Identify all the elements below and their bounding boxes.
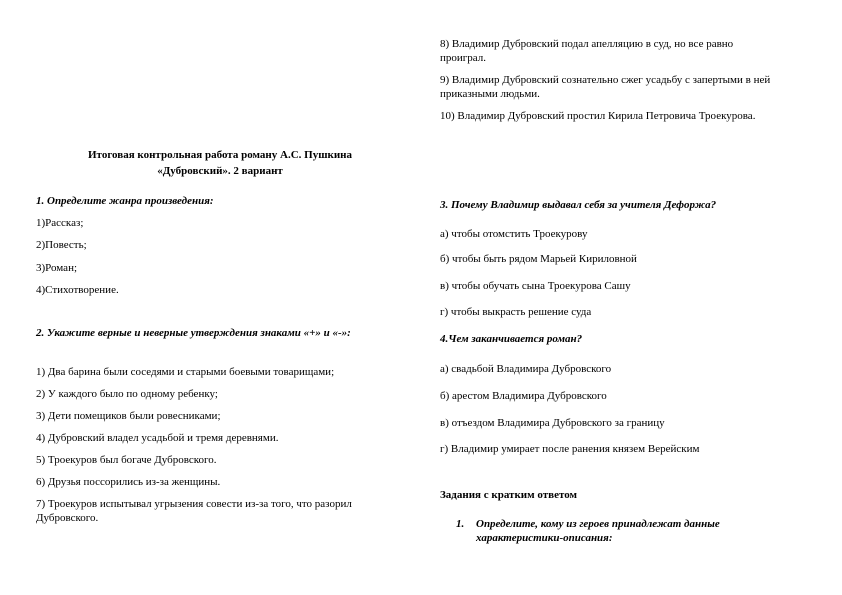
q2-statement-7-line1: 7) Троекуров испытывал угрызения совести из-за того, что разорил: [36, 498, 352, 510]
q4-option-v: в) отъездом Владимира Дубровского за границу: [440, 417, 665, 429]
question-4: 4.Чем заканчивается роман?: [440, 333, 583, 345]
task-1-line2: характеристики-описания:: [476, 532, 613, 544]
q2-statement-2: 2) У каждого было по одному ребенку;: [36, 388, 218, 400]
q1-option-4: 4)Стихотворение.: [36, 284, 119, 296]
q2-statement-3: 3) Дети помещиков были ровесниками;: [36, 410, 221, 422]
page-title-line2: «Дубровский». 2 вариант: [157, 165, 283, 177]
question-1: 1. Определите жанра произведения:: [36, 195, 214, 207]
q3-option-a: а) чтобы отомстить Троекурову: [440, 228, 588, 240]
short-answer-heading: Задания с кратким ответом: [440, 489, 577, 501]
q3-option-g: г) чтобы выкрасть решение суда: [440, 306, 592, 318]
q2-statement-7-line2: Дубровского.: [36, 512, 99, 524]
q1-option-1: 1)Рассказ;: [36, 217, 84, 229]
q4-option-a: а) свадьбой Владимира Дубровского: [440, 363, 612, 375]
q2-statement-1: 1) Два барина были соседями и старыми боевыми товарищами;: [36, 366, 335, 378]
statement-9-line2: приказными людьми.: [440, 88, 540, 100]
q4-option-b: б) арестом Владимира Дубровского: [440, 390, 607, 402]
q3-option-v: в) чтобы обучать сына Троекурова Сашу: [440, 280, 631, 292]
statement-10: 10) Владимир Дубровский простил Кирила Петровича Троекурова.: [440, 110, 756, 122]
task-1-number: 1.: [456, 518, 465, 530]
task-1-line1: Определите, кому из героев принадлежат данные: [476, 518, 720, 530]
question-3: 3. Почему Владимир выдавал себя за учителя Дефоржа?: [440, 199, 717, 211]
question-2: 2. Укажите верные и неверные утверждения знаками «+» и «-»:: [36, 327, 351, 339]
page-title-line1: Итоговая контрольная работа роману А.С. Пушкина: [88, 149, 352, 161]
q1-option-2: 2)Повесть;: [36, 239, 87, 251]
statement-8-line1: 8) Владимир Дубровский подал апелляцию в суд, но все равно: [440, 38, 734, 50]
q2-statement-4: 4) Дубровский владел усадьбой и тремя деревнями.: [36, 432, 279, 444]
q3-option-b: б) чтобы быть рядом Марьей Кириловной: [440, 253, 637, 265]
statement-8-line2: проиграл.: [440, 52, 487, 64]
q2-statement-5: 5) Троекуров был богаче Дубровского.: [36, 454, 217, 466]
q2-statement-6: 6) Друзья поссорились из-за женщины.: [36, 476, 221, 488]
statement-9-line1: 9) Владимир Дубровский сознательно сжег усадьбу с запертыми в ней: [440, 74, 771, 86]
q4-option-g: г) Владимир умирает после ранения князем Верейским: [440, 443, 700, 455]
q1-option-3: 3)Роман;: [36, 262, 78, 274]
